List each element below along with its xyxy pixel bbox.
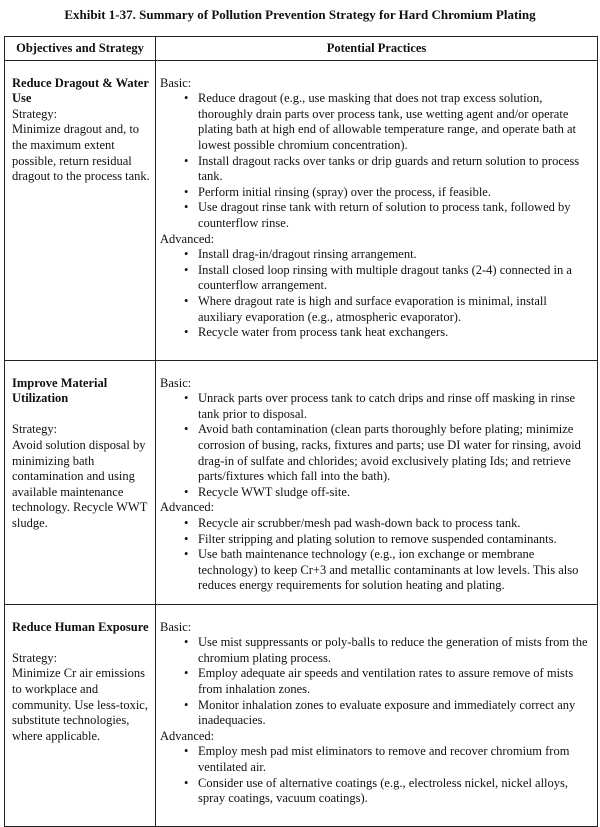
exhibit-title: Exhibit 1-37. Summary of Pollution Prevention Strategy for Hard Chromium Plating	[64, 7, 536, 22]
list-item: • Use bath maintenance technology (e.g., ion exchange or membrane technology) to keep Cr+3 and metallic contaminants at low levels. This also reduces energy requirements for solution heating and plating.	[198, 547, 593, 594]
list-item: • Recycle water from process tank heat exchangers.	[198, 325, 593, 341]
table-row	[5, 360, 598, 604]
advanced-label: Advanced:	[160, 500, 215, 515]
strategy-text: Minimize dragout and, to the maximum extent possible, return residual dragout to the process tank.	[12, 122, 150, 184]
list-item: • Use mist suppressants or poly-balls to reduce the generation of mists from the chromium plating process.	[198, 635, 593, 666]
strategy-table	[4, 36, 598, 827]
list-item: • Monitor inhalation zones to evaluate exposure and immediately correct any inadequacies.	[198, 698, 593, 729]
basic-list	[160, 91, 593, 231]
basic-list	[160, 391, 593, 500]
list-item: • Consider use of alternative coatings (e.g., electroless nickel, nickel alloys, spray coatings, vacuum coatings).	[198, 776, 593, 807]
advanced-list	[160, 744, 593, 806]
advanced-list	[160, 516, 593, 594]
list-item: • Employ mesh pad mist eliminators to remove and recover chromium from ventilated air.	[198, 744, 593, 775]
strategy-label: Strategy:	[12, 422, 58, 437]
strategy-text: Avoid solution disposal by minimizing bath contamination and using available maintenance technology. Recycle WWT sludge.	[12, 437, 148, 530]
basic-label: Basic:	[160, 75, 192, 90]
list-item: • Employ adequate air speeds and ventilation rates to assure remove of mists from inhalation zones.	[198, 666, 593, 697]
advanced-list	[160, 247, 593, 341]
header-row	[5, 37, 598, 61]
practices-cell	[156, 360, 598, 604]
list-item: • Install closed loop rinsing with multiple dragout tanks (2-4) connected in a counterflow arrangement.	[198, 263, 593, 294]
objective-cell	[5, 604, 156, 826]
list-item: • Perform initial rinsing (spray) over the process, if feasible.	[198, 185, 593, 201]
table-row	[5, 604, 598, 826]
objective-cell	[5, 60, 156, 360]
strategy-label: Strategy:	[12, 106, 58, 121]
basic-label: Basic:	[160, 375, 192, 390]
objective-cell	[5, 360, 156, 604]
basic-label: Basic:	[160, 619, 192, 634]
practices-cell	[156, 604, 598, 826]
objective-title: Reduce Human Exposure	[12, 619, 149, 634]
basic-list	[160, 635, 593, 729]
list-item: • Filter stripping and plating solution to remove suspended contaminants.	[198, 532, 593, 548]
list-item: • Unrack parts over process tank to catch drips and rinse off masking in rinse tank prior to disposal.	[198, 391, 593, 422]
list-item: • Use dragout rinse tank with return of solution to process tank, followed by counterflow rinse.	[198, 200, 593, 231]
advanced-label: Advanced:	[160, 728, 215, 743]
objective-title: Improve Material Utilization	[12, 375, 108, 406]
list-item: • Install drag-in/dragout rinsing arrangement.	[198, 247, 593, 263]
list-item: • Avoid bath contamination (clean parts thoroughly before plating; minimize corrosion of busing, racks, fixtures and parts; use DI water for rinsing, avoid drag-in of sulfate and chlorides; avoid exclusively plating Ids; and retrieve parts/fixtures which fall into the bath).	[198, 422, 593, 484]
objective-title: Reduce Dragout & Water Use	[12, 75, 149, 106]
list-item: • Install dragout racks over tanks or drip guards and return solution to process tank.	[198, 154, 593, 185]
strategy-text: Minimize Cr air emissions to workplace and community. Use less-toxic, substitute technologies, where applicable.	[12, 666, 148, 743]
list-item: • Reduce dragout (e.g., use masking that does not trap excess solution, thoroughly drain parts over process tank, use wetting agent and/or operate plating bath at high end of allowable temperature range, and operate bath at lowest possible chromium concentration).	[198, 91, 593, 153]
list-item: • Where dragout rate is high and surface evaporation is minimal, install auxiliary evaporation (e.g., atmospheric evaporator).	[198, 294, 593, 325]
practices-cell	[156, 60, 598, 360]
list-item: • Recycle WWT sludge off-site.	[198, 485, 593, 501]
list-item: • Recycle air scrubber/mesh pad wash-down back to process tank.	[198, 516, 593, 532]
strategy-label: Strategy:	[12, 650, 58, 665]
advanced-label: Advanced:	[160, 231, 215, 246]
header-practices: Potential Practices	[156, 37, 598, 61]
table-row	[5, 60, 598, 360]
header-objectives: Objectives and Strategy	[5, 37, 156, 61]
